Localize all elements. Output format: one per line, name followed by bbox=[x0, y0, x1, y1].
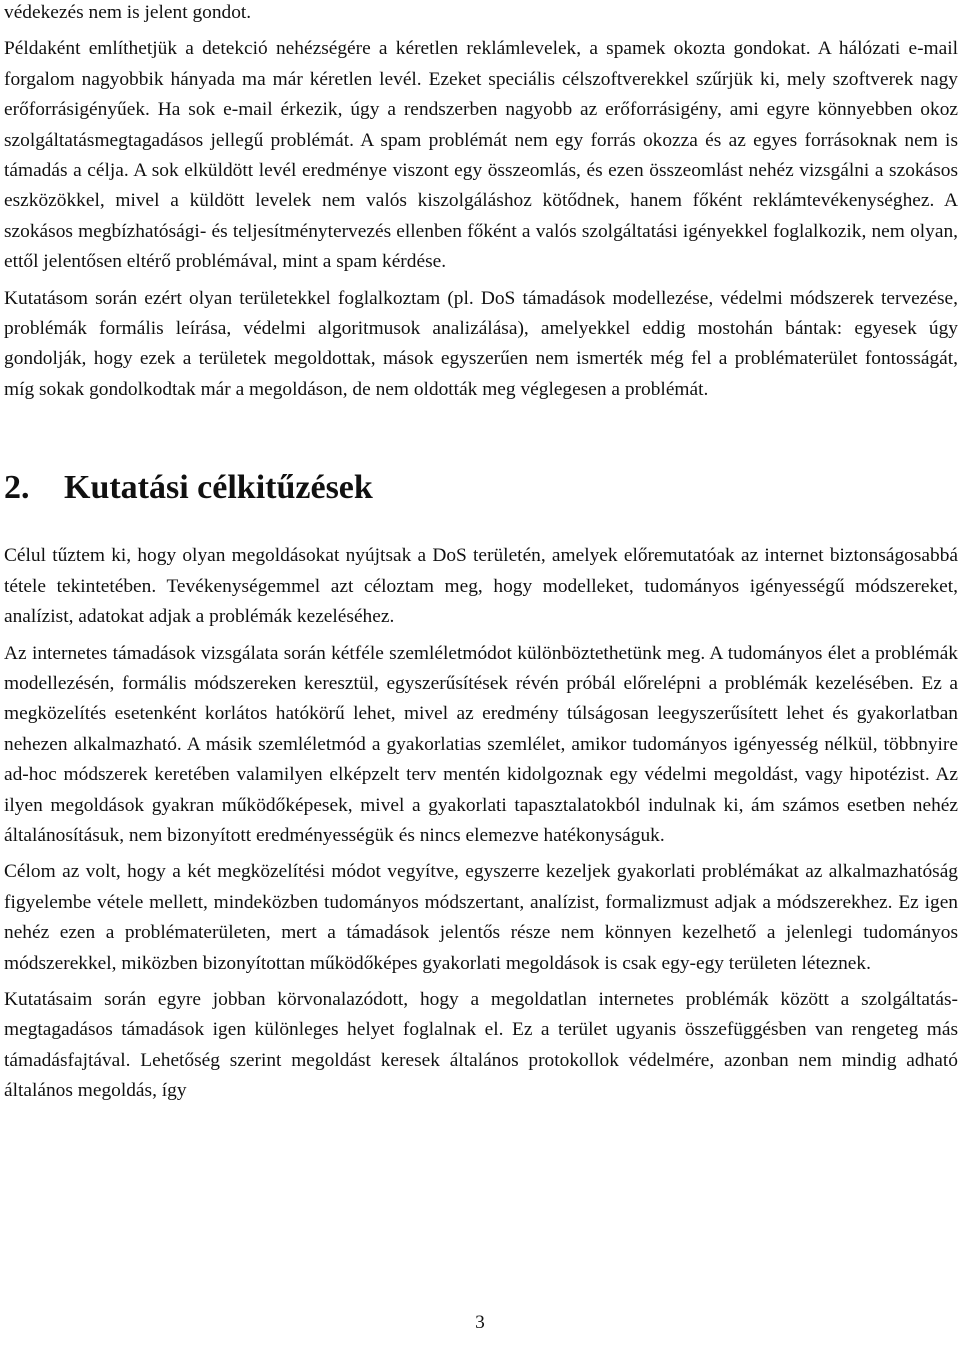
document-page bbox=[4, 0, 958, 1107]
section-title: Kutatási célkitűzések bbox=[64, 469, 373, 507]
body-paragraph: Célom az volt, hogy a két megközelítési módot vegyítve, egyszerre kezeljek gyakorlati problémákat az alkalmazhatóság figyelembe vétele mellett, mindeközben tudományos módszertant, analízist, formalizmust adjak a módszerekhez. Ez igen nehéz ezen a problématerületen, mert a támadások jelentős része nem könnyen kezelhető a jelenlegi tudományos módszerekkel, miközben bizonyítottan működőképes gyakorlati megoldások is csak egy-egy területen léteznek. bbox=[4, 861, 958, 974]
body-paragraph: Kutatásom során ezért olyan területekkel foglalkoztam (pl. DoS támadások modellezése, védelmi módszerek tervezése, problémák formális leírása, védelmi algoritmusok analizálása), amelyekkel eddig mostohán bántak: egyesek úgy gondolják, hogy ezek a területek megoldottak, mások egyszerűen nem ismerték még fel a problématerület fontosságát, míg sokak gondolkodtak már a megoldáson, de nem oldották meg véglegesen a problémát. bbox=[4, 287, 958, 400]
section-heading bbox=[4, 468, 958, 508]
body-paragraph: Példaként említhetjük a detekció nehézségére a kéretlen reklámlevelek, a spamek okozta gondokat. A hálózati e-mail forgalom nagyobbik hányada ma már kéretlen levél. Ezeket speciális célszoftverekkel szűrjük ki, mely szoftverek nagy erőforrásigényűek. Ha sok e-mail érkezik, úgy a rendszerben nagyobb az erőforrásigény, ami egyre könnyebben okoz szolgáltatásmegtagadásos jellegű problémát. A spam problémát nem egy forrás okozza és az egyes forrásoknak nem is támadás a célja. A sok elküldött levél eredménye viszont egy összeomlás, és ezen összeomlást nehéz vizsgálni a szokásos eszközökkel, mivel a küldött levelek nem valós kiszolgáláshoz kötődnek, hanem főként reklámtevékenységhez. A szokásos megbízhatósági- és teljesítménytervezés ellenben főként a valós szolgáltatási igényekkel foglalkozik, nem olyan, ettől jelentősen eltérő problémával, mint a spam kérdése. bbox=[4, 38, 958, 273]
section-number: 2. bbox=[4, 469, 30, 507]
body-paragraph: Célul tűztem ki, hogy olyan megoldásokat nyújtsak a DoS területén, amelyek előremutatóak az internet biztonságosabbá tétele tekintetében. Tevékenységemmel azt céloztam meg, hogy modelleket, tudományos igényességű módszereket, analízist, adatokat adjak a problémák kezeléséhez. bbox=[4, 545, 958, 628]
body-paragraph: védekezés nem is jelent gondot. bbox=[4, 2, 252, 23]
page-number: 3 bbox=[475, 1312, 485, 1333]
body-paragraph: Kutatásaim során egyre jobban körvonalazódott, hogy a megoldatlan internetes problémák között a szolgáltatás-megtagadásos támadások igen különleges helyet foglalnak el. Ez a terület ugyanis összefüggésben van rengeteg más támadásfajtával. Lehetőség szerint megoldást keresek általános protokollok védelmére, azonban nem mindig adható általános megoldás, így bbox=[4, 988, 958, 1102]
body-paragraph: Az internetes támadások vizsgálata során kétféle szemléletmódot különböztethetünk meg. A tudományos élet a problémák modellezésén, formális módszereken keresztül, egyszerűsítések révén próbál előrelépni a problémák kezelésében. Ez a megközelítés esetenként korlátos hatókörű lehet, mivel az eredmény túlságosan leegyszerűsített lehet és gyakorlatban nehezen alkalmazható. A másik szemléletmód a gyakorlatias szemlélet, amikor tudományos igényesség nélkül, többnyire ad-hoc módszerek keretében valamilyen elképzelt terv mentén kidolgoznak egy védelmi megoldást, vagy hipotézist. Az ilyen megoldások gyakran működőképesek, mivel a gyakorlati tapasztalatokból indulnak ki, ám számos esetben nehéz általánosításuk, nem bizonyított eredményességük és nincs elemezve hatékonyságuk. bbox=[4, 642, 958, 846]
